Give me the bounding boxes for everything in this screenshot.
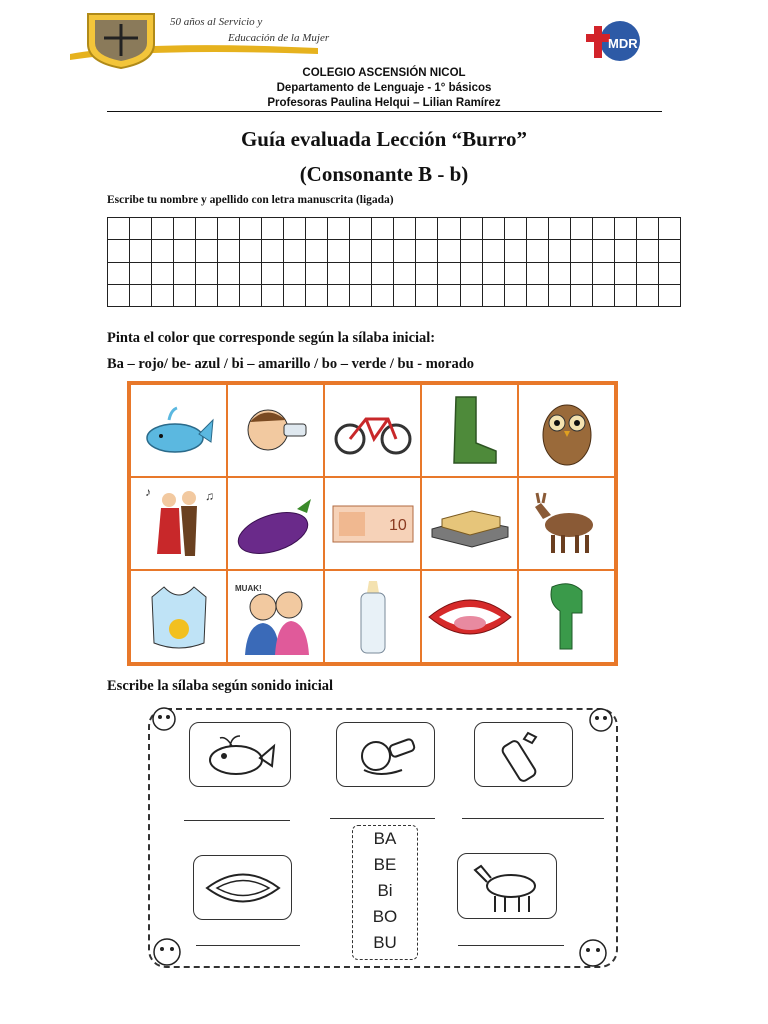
grid-cell[interactable] (372, 262, 394, 284)
grid-cell[interactable] (284, 240, 306, 262)
grid-cell[interactable] (372, 284, 394, 306)
kiss-image[interactable] (227, 570, 324, 663)
syllable-bu: BU (373, 933, 397, 952)
grid-cell[interactable] (130, 262, 152, 284)
grid-cell[interactable] (416, 284, 438, 306)
box-image[interactable] (421, 477, 518, 570)
grid-cell[interactable] (504, 284, 526, 306)
school-header (0, 66, 768, 111)
department: Departamento de Lenguaje - 1° básicos (276, 82, 492, 94)
grid-cell[interactable] (614, 284, 636, 306)
school-name: COLEGIO ASCENSIÓN NICOL (302, 67, 466, 79)
grid-cell[interactable] (394, 218, 416, 240)
grid-cell[interactable] (526, 284, 548, 306)
grid-cell[interactable] (240, 262, 262, 284)
grid-cell[interactable] (592, 284, 614, 306)
grid-cell[interactable] (372, 218, 394, 240)
grid-cell[interactable] (394, 240, 416, 262)
grid-cell[interactable] (570, 284, 592, 306)
color-legend: Ba – rojo/ be- azul / bi – amarillo / bo – verde / bu - morado (107, 356, 475, 372)
grid-cell[interactable] (262, 262, 284, 284)
grid-cell[interactable] (548, 240, 570, 262)
answer-line-1[interactable] (184, 820, 290, 821)
owl-image[interactable] (518, 384, 615, 477)
bicycle-image[interactable] (324, 384, 421, 477)
grid-cell[interactable] (394, 262, 416, 284)
grid-cell[interactable] (306, 218, 328, 240)
grid-cell[interactable] (240, 218, 262, 240)
whale-image[interactable] (130, 384, 227, 477)
grid-cell[interactable] (152, 218, 174, 240)
eggplant-image[interactable] (227, 477, 324, 570)
grid-cell[interactable] (350, 218, 372, 240)
grid-cell[interactable] (306, 262, 328, 284)
syllable-ba: BA (373, 829, 397, 848)
color-instruction (107, 330, 435, 347)
bib-image[interactable] (130, 570, 227, 663)
school-slogan (170, 14, 330, 46)
coloring-grid (127, 381, 618, 666)
syllable-bo: BO (372, 907, 398, 926)
syllable-list (352, 825, 418, 960)
grid-cell[interactable] (636, 218, 658, 240)
grid-row (108, 240, 681, 262)
grid-cell[interactable] (218, 284, 240, 306)
header-divider (107, 111, 662, 112)
grid-cell[interactable] (592, 218, 614, 240)
grid-cell[interactable] (152, 240, 174, 262)
syllable-bi: Bi (377, 881, 393, 900)
grid-row (108, 262, 681, 284)
grid-cell[interactable] (328, 240, 350, 262)
grid-cell[interactable] (152, 284, 174, 306)
drinking-baby-outline-box (336, 722, 435, 787)
grid-cell[interactable] (504, 262, 526, 284)
grid-cell[interactable] (174, 218, 196, 240)
syllable-instruction: Escribe la sílaba según sonido inicial (107, 678, 334, 694)
name-instruction: Escribe tu nombre y apellido con letra manuscrita (ligada) (107, 194, 394, 206)
grid-cell[interactable] (526, 262, 548, 284)
grid-cell[interactable] (218, 262, 240, 284)
syllable-be: BE (373, 855, 397, 874)
grid-cell[interactable] (240, 284, 262, 306)
grid-cell[interactable] (438, 240, 460, 262)
grid-cell[interactable] (306, 284, 328, 306)
grid-cell[interactable] (636, 240, 658, 262)
grid-cell[interactable] (658, 262, 680, 284)
grid-cell[interactable] (482, 284, 504, 306)
grid-cell[interactable] (262, 284, 284, 306)
mdr-logo (580, 18, 650, 64)
slogan-line2: Educación de la Mujer (228, 32, 330, 44)
answer-line-4[interactable] (196, 945, 300, 946)
grid-cell[interactable] (196, 262, 218, 284)
grid-cell[interactable] (614, 262, 636, 284)
grid-cell[interactable] (108, 284, 130, 306)
grid-cell[interactable] (108, 240, 130, 262)
grid-cell[interactable] (570, 262, 592, 284)
grid-cell[interactable] (526, 240, 548, 262)
grid-cell[interactable] (372, 240, 394, 262)
grid-cell[interactable] (174, 262, 196, 284)
baby-bottle-image[interactable] (324, 570, 421, 663)
grid-row (108, 284, 681, 306)
grid-cell[interactable] (658, 284, 680, 306)
grid-cell[interactable] (328, 284, 350, 306)
grid-cell[interactable] (130, 284, 152, 306)
grid-cell[interactable] (262, 218, 284, 240)
whale-outline-box (189, 722, 291, 787)
donkey-outline-box (457, 853, 557, 919)
scarf-image[interactable] (518, 570, 615, 663)
corner-monster-bottom-left-icon (150, 935, 184, 974)
mdr-logo-text: MDR (608, 36, 638, 51)
grid-cell[interactable] (482, 262, 504, 284)
grid-cell[interactable] (328, 218, 350, 240)
grid-cell[interactable] (284, 284, 306, 306)
grid-cell[interactable] (416, 262, 438, 284)
grid-cell[interactable] (108, 218, 130, 240)
grid-cell[interactable] (460, 218, 482, 240)
svg-text:♫: ♫ (204, 488, 214, 503)
grid-cell[interactable] (108, 262, 130, 284)
corner-monster-bottom-right-icon (576, 936, 610, 975)
grid-cell[interactable] (438, 262, 460, 284)
grid-cell[interactable] (174, 284, 196, 306)
grid-cell[interactable] (438, 284, 460, 306)
grid-cell[interactable] (240, 240, 262, 262)
grid-cell[interactable] (548, 262, 570, 284)
page-subtitle: (Consonante B - b) (299, 162, 469, 186)
answer-line-2[interactable] (330, 818, 435, 819)
grid-cell[interactable] (130, 218, 152, 240)
grid-cell[interactable] (658, 218, 680, 240)
grid-cell[interactable] (284, 262, 306, 284)
boot-image[interactable] (421, 384, 518, 477)
handwriting-grid[interactable] (107, 217, 681, 307)
grid-cell[interactable] (196, 240, 218, 262)
corner-monster-top-right-icon (587, 706, 615, 739)
banknote-image[interactable] (324, 477, 421, 570)
grid-cell[interactable] (196, 218, 218, 240)
drinking-boy-image[interactable] (227, 384, 324, 477)
mouth-image[interactable] (421, 570, 518, 663)
grid-cell[interactable] (592, 262, 614, 284)
grid-cell[interactable] (482, 240, 504, 262)
grid-cell[interactable] (460, 240, 482, 262)
color-instruction-text: Pinta el color que corresponde según la sílaba inicial: (107, 330, 436, 346)
grid-cell[interactable] (416, 240, 438, 262)
grid-cell[interactable] (526, 218, 548, 240)
grid-cell[interactable] (570, 240, 592, 262)
donkey-image[interactable] (518, 477, 615, 570)
grid-cell[interactable] (394, 284, 416, 306)
grid-cell[interactable] (460, 262, 482, 284)
answer-line-3[interactable] (462, 818, 604, 819)
banknote-value: 10 (388, 516, 407, 534)
slogan-line1: 50 años al Servicio y (170, 16, 263, 28)
grid-cell[interactable] (416, 218, 438, 240)
grid-cell[interactable] (482, 218, 504, 240)
grid-cell[interactable] (284, 218, 306, 240)
grid-cell[interactable] (504, 240, 526, 262)
bottle-outline-box (474, 722, 573, 787)
page-title: Guía evaluada Lección “Burro” (240, 127, 528, 151)
grid-cell[interactable] (152, 262, 174, 284)
grid-cell[interactable] (306, 240, 328, 262)
grid-cell[interactable] (636, 262, 658, 284)
grid-cell[interactable] (174, 240, 196, 262)
kiss-text: MUAK! (234, 583, 262, 593)
grid-cell[interactable] (328, 262, 350, 284)
grid-cell[interactable] (614, 240, 636, 262)
grid-cell[interactable] (614, 218, 636, 240)
grid-cell[interactable] (350, 240, 372, 262)
dancers-image[interactable] (130, 477, 227, 570)
grid-cell[interactable] (504, 218, 526, 240)
grid-cell[interactable] (658, 240, 680, 262)
grid-cell[interactable] (262, 240, 284, 262)
grid-cell[interactable] (350, 284, 372, 306)
teachers: Profesoras Paulina Helqui – Lilian Ramírez (267, 97, 501, 109)
grid-cell[interactable] (196, 284, 218, 306)
corner-monster-top-left-icon (150, 705, 178, 738)
grid-cell[interactable] (548, 218, 570, 240)
grid-cell[interactable] (592, 240, 614, 262)
grid-row (108, 218, 681, 240)
grid-cell[interactable] (548, 284, 570, 306)
grid-cell[interactable] (218, 218, 240, 240)
mouth-outline-box (193, 855, 292, 920)
answer-line-5[interactable] (458, 945, 564, 946)
grid-cell[interactable] (636, 284, 658, 306)
svg-text:♪: ♪ (144, 484, 151, 499)
grid-cell[interactable] (570, 218, 592, 240)
grid-cell[interactable] (460, 284, 482, 306)
grid-cell[interactable] (438, 218, 460, 240)
grid-cell[interactable] (350, 262, 372, 284)
grid-cell[interactable] (218, 240, 240, 262)
grid-cell[interactable] (130, 240, 152, 262)
